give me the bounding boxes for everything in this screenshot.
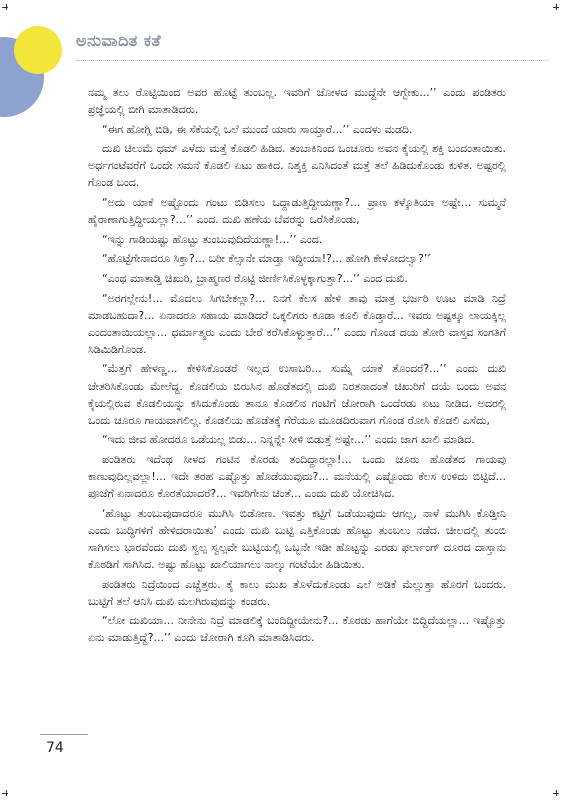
paragraph: “ಅರಗಲ್ಲೇನು!... ಮೊದಲು ಸಿಗಬೇಕಲ್ಲಾ?... ನಿನಗೆ ಕೆಲಸ ಹೇಳಿ ತಾವು ಮಾತ್ರ ಭರ್ಜರಿ ಊಟ ಮಾಡಿ ನಿದ್ರೆ ಮಾಡಬಹುದಾ?... ಏನಾದರೂ ಸಹಾಯ ಮಾಡಿದರೆ ಒಕ್ಕಲಿಗರು ಕೂಡಾ ಕೂಲಿ ಕೊಡ್ತಾರೆ... ಇವರು ಅಷ್ಟಕ್ಕೂ ಲಾಯಕ್ಕಿಲ್ಲ ಎಂದಂತಾಯಿಯಲ್ಲಾ... ಧರ್ಮಾತ್ಮರು ಎಂದು ಬೇರೆ ಕರೆಸಿಕೊಳ್ಳುತ್ತಾರೆ...’’ ಎಂದು ಗೊಂಡ ದಯ ತೋರಿ ವಾಸ್ತವ ಸಂಗತಿಗೆ ಸಿಡಿಮಿಡಿಗೊಂಡ. bbox=[88, 291, 506, 356]
paragraph: “ಮೆತ್ತಗೆ ಹೇಳಣ್ಣ... ಕೇಳಿಸಿಕೊಂಡರೆ ಇಲ್ಲದ ಉಸಾಬರಿ... ಸುಮ್ನೆ ಯಾಕೆ ತೊಂದರೆ?...’’ ಎಂದು ದುಖಿ ಚೇತರಿಸಿಕೊಂಡು ಮೇಲೆದ್ದ. ಕೊಡಲಿಯ ಬಿರುಸಿನ ಹೊಡೆತದಲ್ಲಿ ದುಖಿ ನಿರತನಾದಂತೆ ಚಿಖುರಿಗೆ ದಯೆ ಬಂದು ಅವನ ಕೈಯಲ್ಲಿರುವ ಕೊಡಲಿಯನ್ನು ಕಸಿದುಕೊಂಡು ತಾನೂ ಕೊಡಲಿನ ಗಂಟಿಗೆ ಜೋರಾಗಿ ಒಂದೆರಡು ಏಟು ನೀಡಿದ. ಅದರಲ್ಲಿ ಒಂದು ಚೂರೂ ಗಾಯವಾಗಲಿಲ್ಲ. ಕೊಡಲಿಯ ಹೊಡೆತಕ್ಕೆ ಗೆರೆಯೂ ಮೂಡದಿರುವಾಗ ಗೊಂಡ ರೋಸಿ ಕೊಡಲಿ ಎಸೆದು, bbox=[88, 362, 506, 427]
page-number: 74 bbox=[46, 740, 64, 756]
header-dotted-rule bbox=[76, 60, 548, 61]
paragraph: “ಅದು ಯಾಕೆ ಅಷ್ಟೊಂದು ಗಂಟು ಬಿಡಿಸಲು ಒದ್ದಾಡುತ್ತಿದ್ದೀಯಣ್ಣಾ?... ಪ್ರಾಣ ಕಳ್ಕೊತಿಯಾ ಅಷ್ಟೇ... ಸುಮ್ಮನೆ ಹೈರಾಣಾಗುತ್ತಿದ್ದೀಯಲ್ಲಾ?...’’ ಎಂದ. ದುಖಿ ಹಣೆಯ ಬೆವರನ್ನು ಒರೆಸಿಕೊಂಡು, bbox=[88, 196, 506, 227]
paragraph: “ಎಂಥ ಮಾತಾಡ್ತಿ ಚಿಖುರಿ, ಬ್ರಾಹ್ಮಣರ ರೊಟ್ಟಿ ಜೀರ್ಣಿಸಿಕೊಳ್ಳಕ್ಕಾಗುತ್ತಾ?...’’ ಎಂದ ದುಖಿ. bbox=[102, 271, 408, 285]
story-body bbox=[88, 84, 506, 649]
crop-mark bbox=[553, 7, 559, 8]
paragraph: “ಇದು ಜೀವ ಹೋದರೂ ಒಡೆಯಲ್ಲ ಬಿಡು... ನಿನ್ನನ್ನೇ ಸೀಳಿ ಬಿಡುತ್ತೆ ಅಷ್ಟೇ...’’ ಎಂದು ಜಾಗ ಖಾಲಿ ಮಾಡಿದ. bbox=[102, 433, 475, 447]
paragraph: “ಈಗ ಹೋಗ್ಲಿ ಬಿಡಿ, ಈ ಸೆಕೆಯಲ್ಲಿ ಒಲೆ ಮುಂದೆ ಯಾರು ಸಾಯ್ತಾರೆ...’’ ಎಂದಳು ಮಡದಿ. bbox=[102, 122, 413, 136]
paragraph: ದುಖಿ ಚಿಲುಮೆ ಧಮ್ ಎಳೆದು ಮತ್ತೆ ಕೊಡಲಿ ಹಿಡಿದ. ತಂಬಾಕಿನಿಂದ ಒಂಚೂರು ಅವನ ಕೈಯಲ್ಲಿ ಶಕ್ತಿ ಬಂದಂತಾಯಿತು. ಅರ್ಧಗಂಟೆವರೆಗೆ ಒಂದೇ ಸಮನೆ ಕೊಡಲಿ ಏಟು ಹಾಕಿದ. ನಿಶ್ಶಕ್ತಿ ಎನಿಸಿದಂತೆ ಮತ್ತೆ ತಲೆ ಹಿಡಿದುಕೊಂಡು ಕುಳಿತ. ಅಷ್ಟರಲ್ಲಿ ಗೊಂಡ ಬಂದ. bbox=[88, 142, 506, 190]
section-title: ಅನುವಾದಿತ ಕತೆ bbox=[76, 31, 162, 50]
paragraph: “ಹೊಟ್ಟೆಗೇನಾದರೂ ಸಿಕ್ತಾ?... ಬರೀ ಕೆಲ್ಸಾನೇ ಮಾಡ್ತಾ ಇದ್ದೀಯಾ!?... ಹೋಗಿ ಕೇಳೋದಲ್ವಾ?’’ bbox=[102, 252, 431, 266]
paragraph: “ಲೋ ದುಖಿಯಾ... ನೀನೇನು ನಿದ್ರೆ ಮಾಡಲಿಕ್ಕೆ ಬಂದಿದ್ದೀಯೇನು?... ಕೊರಡು ಹಾಗೆಯೇ ಬಿದ್ದಿದೆಯಲ್ಲಾ... ಇಷ್ಟೊತ್ತು ಏನು ಮಾಡುತ್ತಿದ್ದೆ?...’’ ಎಂದು ಜೋರಾಗಿ ಕೂಗಿ ಮಾತಾಡಿಸಿದರು. bbox=[88, 614, 506, 645]
header-yellow-circle-decoration bbox=[14, 26, 62, 74]
paragraph: ನಮ್ಮ ತಲು ರೊಟ್ಟಿಯಿಂದ ಅವರ ಹೊಟ್ಟೆ ತುಂಬಲ್ಲ. ಇವರಿಗೆ ಜೋಳದ ಮುದ್ದೆನೇ ಆಗ್ಬೇಕು...’’ ಎಂದು ಪಂಡಿತರು ಪ್ರಜ್ಞೆಯಲ್ಲಿ ಬೀಗಿ ಮಾತಾಡಿದರು. bbox=[88, 86, 506, 117]
paragraph: ಪಂಡಿತರು ನಿದ್ರೆಯಿಂದ ಎಚ್ಚೆತ್ತರು. ಕೈ ಕಾಲು ಮುಖ ತೊಳೆದುಕೊಂಡು ಎಲೆ ಅಡಿಕೆ ಮೆಲ್ಲುತ್ತಾ ಹೊರಗೆ ಬಂದರು. ಬುಟ್ಟಿಗೆ ತಲೆ ಆನಿಸಿ ದುಖಿ ಮಲಗಿರುವುದನ್ನು ಕಂಡರು. bbox=[88, 577, 506, 608]
crop-mark bbox=[2, 793, 8, 794]
footer-rule bbox=[40, 734, 88, 735]
crop-mark bbox=[553, 793, 559, 794]
paragraph: ‘ಹೊಟ್ಟು ತುಂಬುವುದಾದರೂ ಮುಗಿಸಿ ಬಿಡೋಣ. ಇವತ್ತು ಕಟ್ಟಿಗೆ ಒಡೆಯುವುದು ಆಗಲ್ಲ, ನಾಳೆ ಮುಗಿಸಿ ಕೊಡ್ತೀನಿ ಎಂದು ಬುದ್ಧಿಗಳಿಗೆ ಹೇಳಿದರಾಯಿತು’ ಎಂದು ದುಖಿ ಬುಟ್ಟಿ ಎತ್ತಿಕೊಂಡು ಹೊಟ್ಟು ತುಂಬಲು ನಡೆದ. ಚೀಲದಲ್ಲಿ ತುಂಬಿ ಸಾಗಿಸಲು ಭಾರವೆಂದು ದುಖಿ ಸ್ವಲ್ಪ ಸ್ವಲ್ಪವೇ ಬುಟ್ಟಿಯಲ್ಲಿ ಒಬ್ಬನೇ ಇಡೀ ಹೊಟ್ಟನ್ನು ಎರಡು ಫರ್ಲಾಂಗ್ ದೂರದ ದಾಸ್ತಾನು ಕೊಠಡಿಗೆ ಸಾಗಿಸಿದ. ಅಷ್ಟು ಹೊಟ್ಟು ಖಾಲಿಯಾಗಲು ನಾಲ್ಕು ಗಂಟೆಯೇ ಹಿಡಿಯಿತು. bbox=[88, 506, 506, 571]
crop-mark bbox=[2, 7, 8, 8]
paragraph: ಪಂಡಿತರು ಇದೆಂಥ ಸೀಳದ ಗಂಟಿನ ಕೊರಡು ತಂದಿದ್ದಾರಲ್ಲಾ!... ಒಂದು ಚೂರು ಹೊಡೆತದ ಗಾಯವು ಕಾಣುವುದಿಲ್ಲವಲ್ಲಾ!... ಇದೇ ತರಹ ಎಷ್ಟೊತ್ತು ಹೊಡೆಯುವುದು?... ಮನೆಯಲ್ಲಿ ಎಷ್ಟೊಂದು ಕೆಲಸ ಉಳಿದು ಬಿಟ್ಟಿದೆ... ಪೂಜೆಗೆ ಏನಾದರೂ ಕೊರತೆಯಾದರೆ?... ಇವರಿಗೇನು ಚಿಂತೆ... ಎಂದು ದುಖಿ ಯೋಚಿಸಿದ. bbox=[88, 452, 506, 501]
paragraph: “ಇನ್ನು ಗಾಡಿಯಷ್ಟು ಹೊಟ್ಟು ತುಂಬುವುದಿದೆಯಣ್ಣಾ!...’’ ಎಂದ. bbox=[102, 232, 323, 246]
